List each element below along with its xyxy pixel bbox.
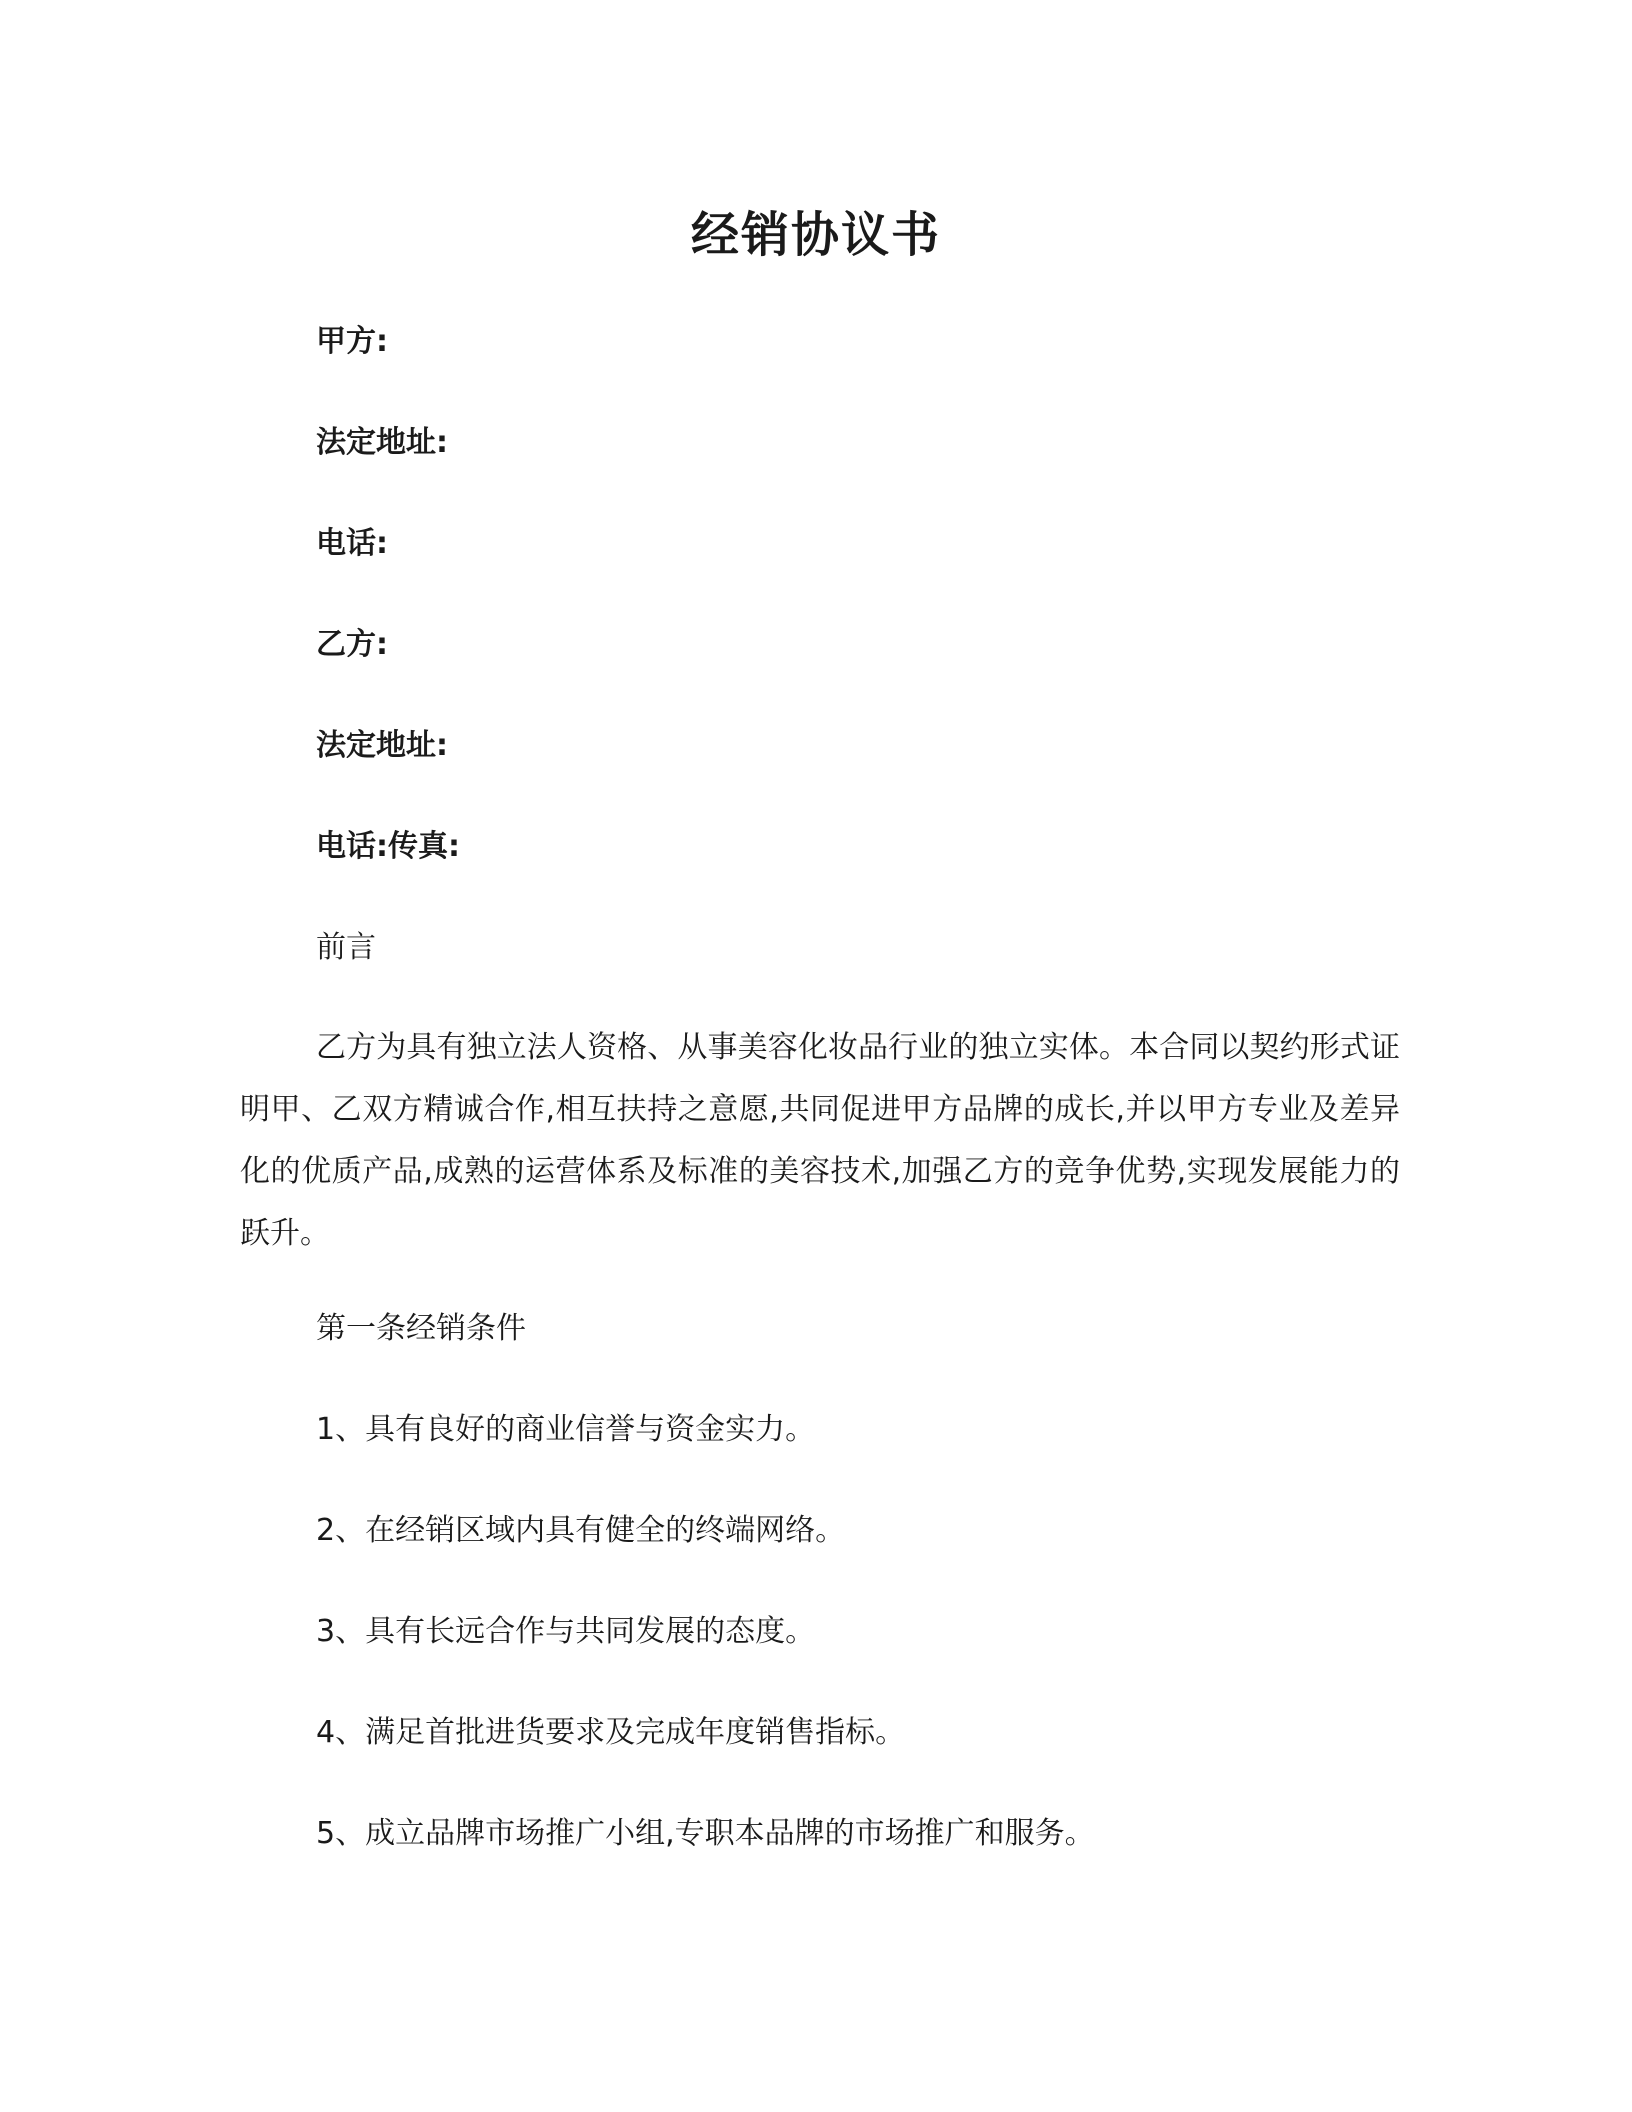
article1-item: 4、满足首批进货要求及完成年度销售指标。	[316, 1715, 906, 1750]
article1-item: 5、成立品牌市场推广小组,专职本品牌的市场推广和服务。	[316, 1816, 1095, 1851]
party-b-label: 乙方:	[316, 627, 388, 662]
party-a-label: 甲方:	[316, 324, 388, 359]
party-b-address-label: 法定地址:	[316, 728, 448, 763]
article1-item: 1、具有良好的商业信誉与资金实力。	[316, 1412, 816, 1447]
preface-paragraph: 乙方为具有独立法人资格、从事美容化妆品行业的独立实体。本合同以契约形式证明甲、乙双方精诚合作,相互扶持之意愿,共同促进甲方品牌的成长,并以甲方专业及差异化的优质产品,成熟的运营体系及标准的美容技术,加强乙方的竞争优势,实现发展能力的跃升。	[240, 1030, 1400, 1251]
party-a-phone-label: 电话:	[316, 526, 388, 561]
preface-heading: 前言	[316, 930, 376, 965]
document-title: 经销协议书	[690, 207, 941, 263]
party-b-phone-fax-label: 电话:传真:	[316, 829, 460, 864]
party-a-address-label: 法定地址:	[316, 425, 448, 460]
article1-item: 2、在经销区域内具有健全的终端网络。	[316, 1513, 846, 1548]
article1-heading: 第一条经销条件	[316, 1311, 526, 1346]
article1-item: 3、具有长远合作与共同发展的态度。	[316, 1614, 816, 1649]
